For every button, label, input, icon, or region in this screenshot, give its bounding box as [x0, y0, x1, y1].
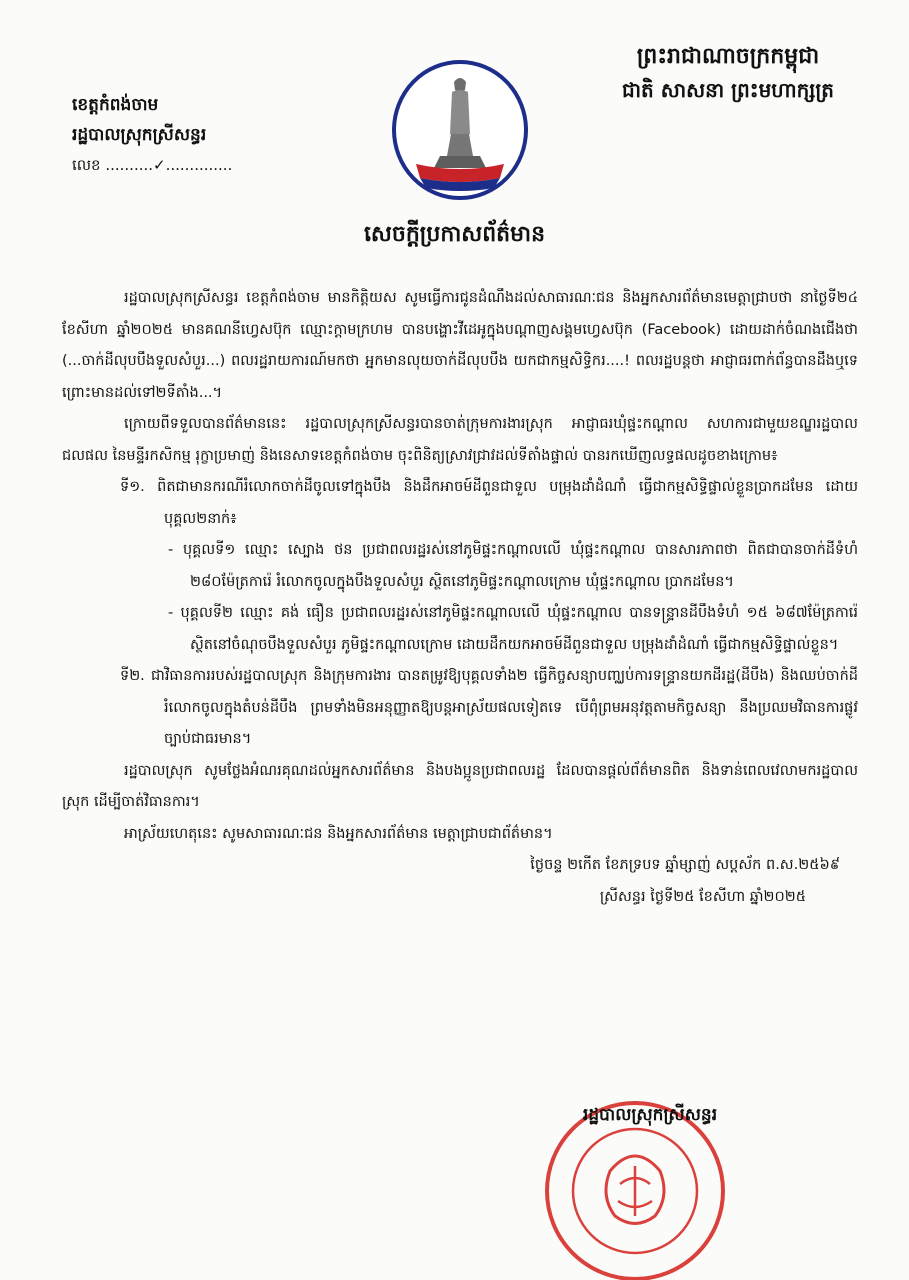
issuer-block [72, 90, 302, 180]
paragraph-thanks: រដ្ឋបាលស្រុក សូមថ្លែងអំណរគុណដល់អ្នកសារព័ត៌មាន និងបងប្អូនប្រជាពលរដ្ឋ ដែលបានផ្តល់ព័ត៌មានពិត និងទាន់ពេលវេលាមករដ្ឋបាលស្រុក ដើម្បីចាត់វិធានការ។ [62, 762, 858, 810]
solar-date: ស្រីសន្ធរ ថ្ងៃទី២៥ ខែសីហា ឆ្នាំ២០២៥ [599, 888, 806, 905]
statue-emblem-icon [390, 60, 530, 202]
finding-person-1: - បុគ្គលទី១ ឈ្មោះ ស្បោង ថន ប្រជាពលរដ្ឋរស់នៅភូមិផ្ទះកណ្តាលលើ ឃុំផ្ទះកណ្តាល បានសារភាពថា ពិតជាបានចាក់ដីទំហំ ២៨០ម៉ែត្រការ៉េ រំលោកចូលក្នុងបឹងទួលសំបួរ ស្ថិតនៅភូមិផ្ទះកណ្តាលក្រោម ឃុំផ្ទះកណ្តាល ប្រាកដមែន។ [168, 542, 858, 590]
document-body [62, 283, 858, 913]
paragraph-investigation: ក្រោយពីទទួលបានព័ត៌មាននេះ រដ្ឋបាលស្រុកស្រីសន្ធរបានចាត់ក្រុមការងារស្រុក អាជ្ញាធរឃុំផ្ទះកណ្តាល សហការជាមួយខណ្ឌរដ្ឋបាលជលផល នៃមន្ទីរកសិកម្ម រុក្ខាប្រមាញ់ និងនេសាទខេត្តកំពង់ចាម ចុះពិនិត្យស្រាវជ្រាវដល់ទីតាំងផ្ទាល់ បានរកឃើញលទ្ធផលដូចខាងក្រោម៖ [62, 416, 858, 464]
district-administration: រដ្ឋបាលស្រុកស្រីសន្ធរ [72, 125, 207, 145]
province-name: ខេត្តកំពង់ចាម [72, 95, 159, 115]
finding-item-1: ទី១. ពិតជាមានករណីរំលោកចាក់ដីចូលទៅក្នុងបឹង និងដឹកអាចម៍ដីពួនជាទួល បម្រុងដាំដំណាំ ធ្វើជាកម្មសិទ្ធិផ្ទាល់ខ្លួនប្រាកដមែន ដោយបុគ្គល២នាក់៖ [120, 479, 858, 527]
national-motto: ជាតិ សាសនា ព្រះមហាក្សត្រ [622, 78, 834, 102]
signatory-title: រដ្ឋបាលស្រុកស្រីសន្ធរ [582, 1105, 718, 1125]
kingdom-title: ព្រះរាជាណាចក្រកម្ពុជា [636, 44, 820, 69]
paragraph-intro: រដ្ឋបាលស្រុកស្រីសន្ធរ ខេត្តកំពង់ចាម មានកិត្តិយស សូមធ្វើការជូនដំណឹងដល់សាធារណៈជន និងអ្នកសារព័ត៌មានមេត្តាជ្រាបថា នាថ្ងៃទី២៤ ខែសីហា ឆ្នាំ២០២៥ មានគណនីហ្វេសប៊ុក ឈ្មោះក្តាមក្រហម បានបង្ហោះវីដេអូក្នុងបណ្តាញសង្គមហ្វេសប៊ុក (Facebook) ដោយដាក់ចំណងជើងថា (...ចាក់ដីលុបបឹងទួលសំបួរ...) ពលរដ្ឋរាយការណ៍មកថា អ្នកមានលុយចាក់ដីលុបបឹង យកជាកម្មសិទ្ធិករ....! ពលរដ្ឋបន្តថា អាជ្ញាធរពាក់ព័ន្ធបានដឹងឬទេ ព្រោះមានដល់ទៅ២ទីតាំង...។ [62, 290, 858, 401]
reference-number: លេខ ..........✓.............. [72, 156, 233, 174]
paragraph-conclusion: អាស្រ័យហេតុនេះ សូមសាធារណៈជន និងអ្នកសារព័ត៌មាន មេត្តាជ្រាបជាព័ត៌មាន។ [124, 825, 553, 842]
national-header [568, 40, 888, 106]
finding-person-2: - បុគ្គលទី២ ឈ្មោះ គង់ ធឿន ប្រជាពលរដ្ឋរស់នៅភូមិផ្ទះកណ្តាលលើ ឃុំផ្ទះកណ្តាល បានទន្ទ្រានដីបឹងទំហំ ១៥ ៦៨៧ម៉ែត្រការ៉េ ស្ថិតនៅចំណុចបឹងទួលសំបួរ ភូមិផ្ទះកណ្តាលក្រោម ដោយដឹកយកអាចម៍ដីពួនជាទួល បម្រុងដាំដំណាំ ធ្វើជាកម្មសិទ្ធិផ្ទាល់ខ្លួន។ [168, 605, 858, 653]
measure-item-2: ទី២. ជាវិធានការរបស់រដ្ឋបាលស្រុក និងក្រុមការងារ បានតម្រូវឱ្យបុគ្គលទាំង២ ធ្វើកិច្ចសន្យាបញ្ឈប់ការទន្ទ្រានយកដីរដ្ឋ(ដីបឹង) និងឈប់ចាក់ដីរំលោកចូលក្នុងតំបន់ដីបឹង ព្រមទាំងមិនអនុញ្ញាតឱ្យបន្តអាស្រ័យផលទៀតទេ បើពុំព្រមអនុវត្តតាមកិច្ចសន្យា នឹងប្រឈមវិធានការផ្លូវច្បាប់ជាធរមាន។ [120, 668, 858, 747]
lunar-date: ថ្ងៃចន្ទ ២កើត ខែភទ្របទ ឆ្នាំម្សាញ់ សប្តស័ក ព.ស.២៥៦៩ [530, 857, 840, 873]
document-title: សេចក្តីប្រកាសព័ត៌មាន [363, 222, 546, 247]
